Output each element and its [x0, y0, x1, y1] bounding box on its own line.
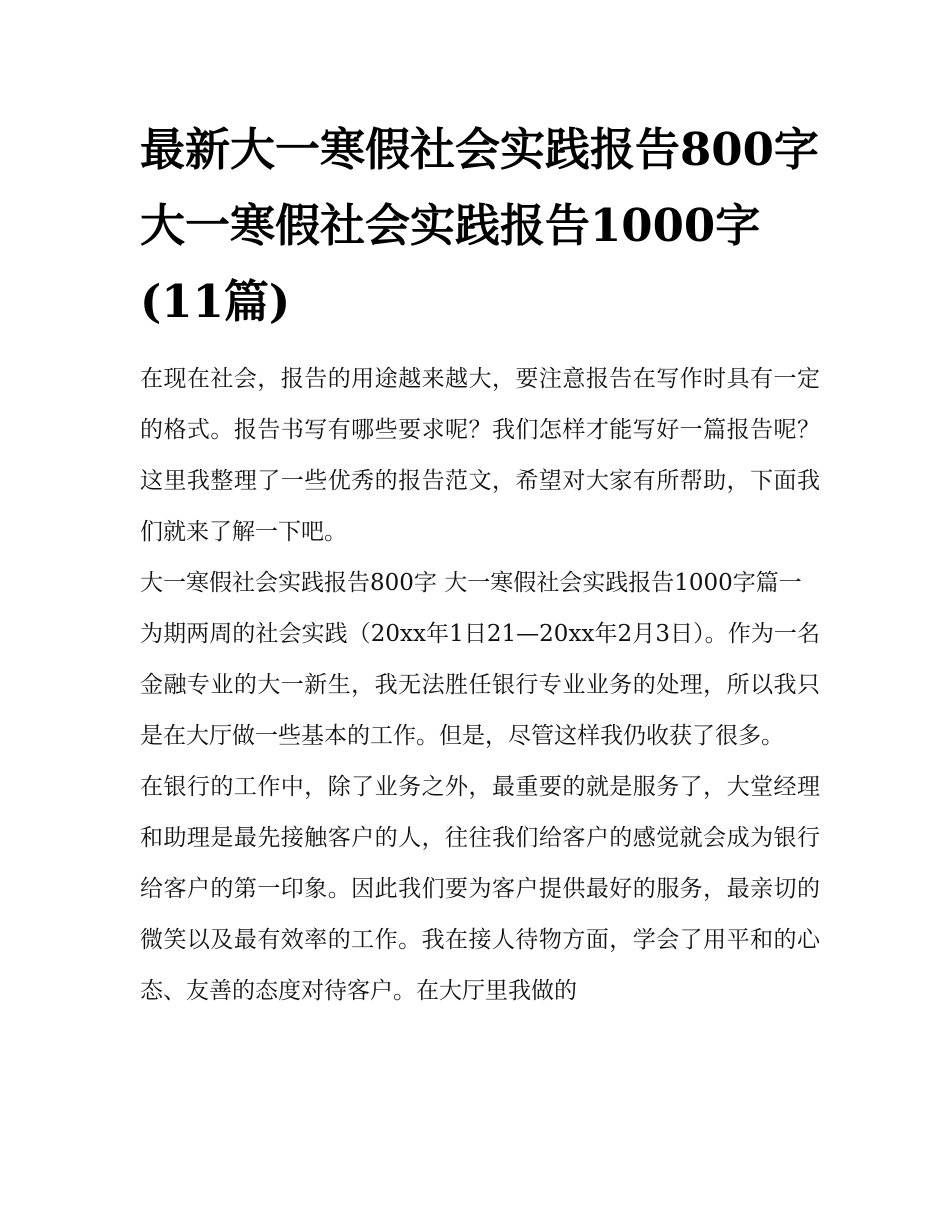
- document-content: [140, 112, 820, 1017]
- body-paragraph: 在银行的工作中，除了业务之外，最重要的就是服务了，大堂经理和助理是最先接触客户的人，往往我们给客户的感觉就会成为银行给客户的第一印象。因此我们要为客户提供最好的服务，最亲切的微笑以及最有效率的工作。我在接人待物方面，学会了用平和的心态、友善的态度对待客户。在大厅里我做的: [140, 774, 820, 1004]
- section-heading: 大一寒假社会实践报告800字 大一寒假社会实践报告1000字篇一: [140, 570, 802, 596]
- document-title: 最新大一寒假社会实践报告800字 大一寒假社会实践报告1000字(11篇): [140, 123, 819, 328]
- document-body: [140, 354, 820, 1017]
- body-paragraph: 为期两周的社会实践（20xx年1日21—20xx年2月3日）。作为一名金融专业的大一新生，我无法胜任银行专业业务的处理，所以我只是在大厅做一些基本的工作。但是，尽管这样我仍收获了很多。: [140, 621, 820, 749]
- intro-paragraph: 在现在社会，报告的用途越来越大，要注意报告在写作时具有一定的格式。报告书写有哪些要求呢？我们怎样才能写好一篇报告呢？这里我整理了一些优秀的报告范文，希望对大家有所帮助，下面我们就来了解一下吧。: [140, 366, 820, 545]
